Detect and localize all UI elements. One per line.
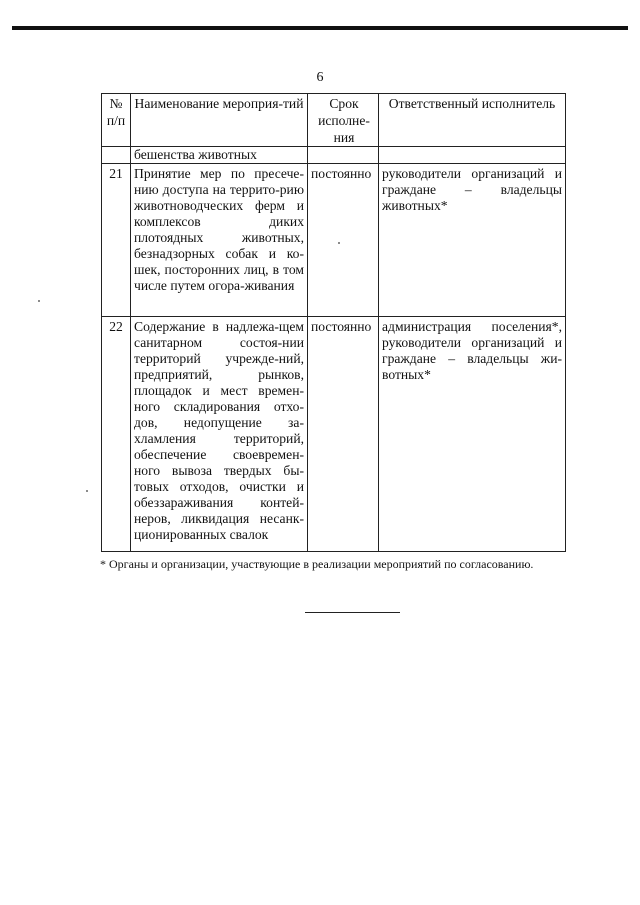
scan-speck bbox=[86, 490, 88, 492]
row-name: Принятие мер по пресече-нию доступа на террито-рию животноводческих ферм и комплексов диких плотоядных животных, безнадзорных собак и ко-шек, посторонних лиц, в том числе путем огора-живания bbox=[131, 164, 308, 317]
row-responsible: руководители организаций и граждане – владельцы животных* bbox=[379, 164, 566, 317]
row-num: 22 bbox=[102, 317, 131, 552]
scan-speck bbox=[38, 300, 40, 302]
row-num: 21 bbox=[102, 164, 131, 317]
continuation-cell: бешенства животных bbox=[131, 147, 308, 164]
table-row bbox=[102, 317, 566, 552]
row-term: постоянно bbox=[308, 317, 379, 552]
header-num: № п/п bbox=[102, 94, 131, 147]
top-rule bbox=[12, 26, 628, 30]
table-row-continuation bbox=[102, 147, 566, 164]
table-row bbox=[102, 164, 566, 317]
bottom-rule bbox=[305, 612, 400, 613]
row-name: Содержание в надлежа-щем санитарном состоя-нии территорий учрежде-ний, предприятий, рынков, площадок и мест времен-ного складирования отхо-дов, недопущение за-хламления территорий, обеспечение своевремен-ного вывоза твердых бы-товых отходов, очистки и обеззараживания контей-неров, ликвидация несанк-ционированных свалок bbox=[131, 317, 308, 552]
header-term: Срок исполне-ния bbox=[308, 94, 379, 147]
footnote: * Органы и организации, участвующие в реализации мероприятий по согласованию. bbox=[100, 557, 534, 571]
row-responsible: администрация поселения*, руководители организаций и граждане – владельцы жи-вотных* bbox=[379, 317, 566, 552]
row-term: постоянно bbox=[308, 164, 379, 317]
header-responsible: Ответственный исполнитель bbox=[379, 94, 566, 147]
page-number: 6 bbox=[316, 70, 324, 85]
scan-speck bbox=[338, 242, 340, 244]
table-header-row bbox=[102, 94, 566, 147]
measures-table bbox=[101, 93, 566, 552]
header-name: Наименование мероприя-тий bbox=[131, 94, 308, 147]
